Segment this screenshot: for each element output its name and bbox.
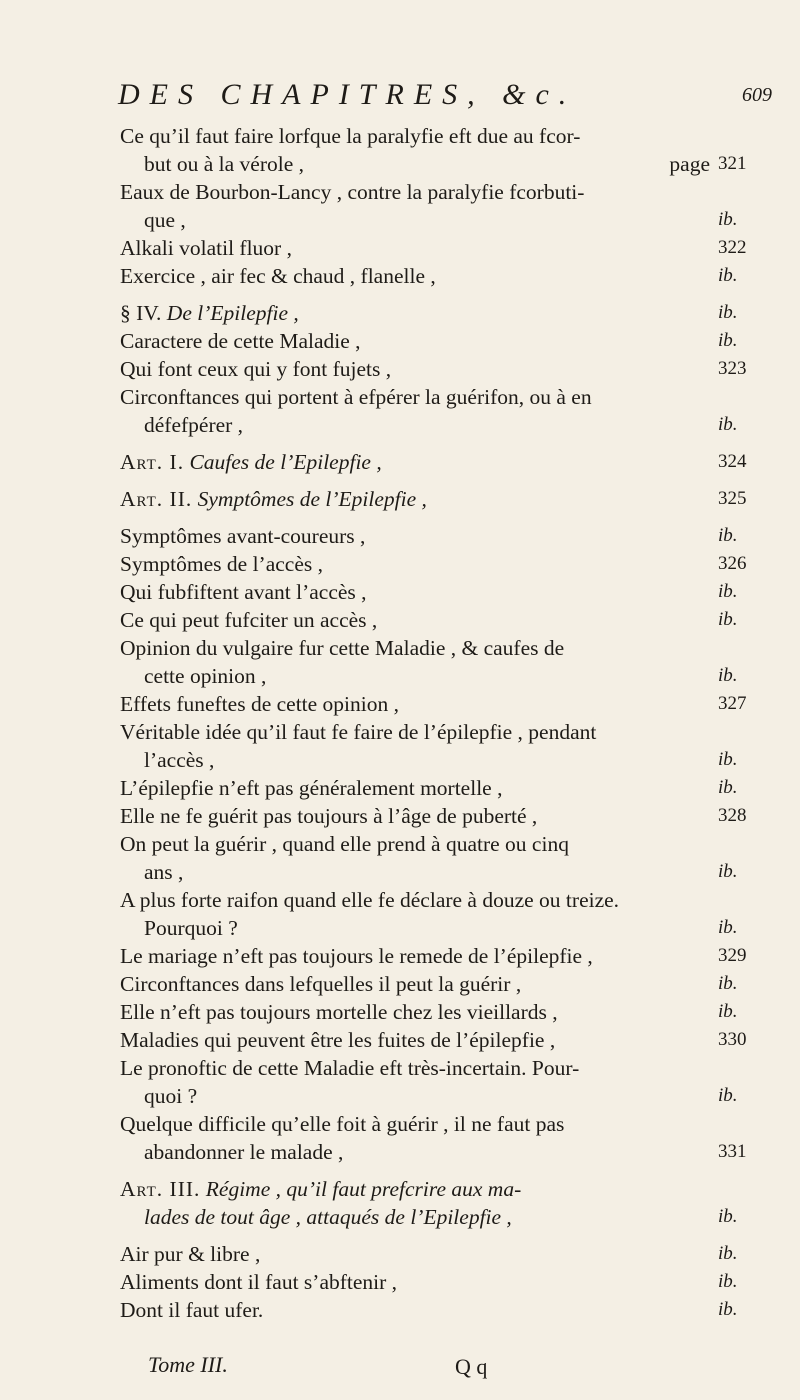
entry-text: [120, 578, 770, 606]
entry-line: Le mariage n’eft pas toujours le remede de l’épilepfie ,: [120, 944, 593, 968]
page-reference: 326: [718, 553, 747, 574]
page-reference: 321: [718, 153, 747, 174]
entry-line: Ce qui peut fufciter un accès ,: [120, 608, 378, 632]
running-header: [0, 78, 800, 118]
toc-entry: [120, 718, 770, 774]
entry-heading-number: § IV.: [120, 301, 162, 325]
entry-line: Elle n’eft pas toujours mortelle chez les vieillards ,: [120, 1000, 558, 1024]
entry-text: [120, 802, 770, 830]
page-reference: ib.: [718, 973, 738, 994]
toc-entry: [120, 550, 770, 578]
page-number: 609: [742, 84, 772, 106]
entry-line: Eaux de Bourbon-Lancy , contre la paralyfie fcorbuti-: [120, 180, 585, 204]
toc-entry: [120, 690, 770, 718]
entry-continuation-text: cette opinion ,: [144, 664, 267, 688]
toc-entry: [120, 774, 770, 802]
page-reference: ib.: [718, 777, 738, 798]
entry-line: Elle ne fe guérit pas toujours à l’âge de puberté ,: [120, 804, 538, 828]
entry-continuation: [120, 914, 770, 942]
page-reference: 328: [718, 805, 747, 826]
entry-line: On peut la guérir , quand elle prend à quatre ou cinq: [120, 832, 569, 856]
entry-continuation-text: lades de tout âge , attaqués de l’Epilepfie ,: [144, 1205, 512, 1229]
page-reference: ib.: [718, 1206, 738, 1227]
entry-continuation-text: l’accès ,: [144, 748, 215, 772]
page-reference: ib.: [718, 525, 738, 546]
page-reference: ib.: [718, 609, 738, 630]
page-reference: 331: [718, 1141, 747, 1162]
entry-text: [120, 774, 770, 802]
running-title: DES CHAPITRES, &c.: [118, 78, 577, 111]
page-reference: ib.: [718, 1299, 738, 1320]
entry-heading-number: Art. I.: [120, 450, 185, 474]
entry-text: [120, 1110, 770, 1138]
entry-text: [120, 383, 770, 411]
page-word: page: [669, 152, 710, 176]
entry-line: Dont il faut ufer.: [120, 1298, 264, 1322]
gathering-signature: Q q: [455, 1354, 488, 1379]
entry-continuation: [120, 746, 770, 774]
entry-text: [120, 327, 770, 355]
entry-heading-title: Symptômes de l’Epilepfie ,: [197, 487, 427, 511]
page-reference: ib.: [718, 330, 738, 351]
entry-continuation: [120, 1138, 770, 1166]
page-reference: ib.: [718, 265, 738, 286]
entry-continuation-text: que ,: [144, 208, 186, 232]
page-reference: ib.: [718, 581, 738, 602]
entry-line: Le pronoftic de cette Maladie eft très-incertain. Pour-: [120, 1056, 580, 1080]
entry-text: [120, 1175, 770, 1203]
entry-line: Alkali volatil fluor ,: [120, 236, 292, 260]
toc-entry: [120, 1110, 770, 1166]
entry-text: [120, 1054, 770, 1082]
entry-line: Maladies qui peuvent être les fuites de l’épilepfie ,: [120, 1028, 556, 1052]
toc-entry: [120, 327, 770, 355]
toc-entry: [120, 522, 770, 550]
entry-line: Qui font ceux qui y font fujets ,: [120, 357, 392, 381]
entry-text: [120, 690, 770, 718]
entry-text: [120, 606, 770, 634]
entry-continuation-text: Pourquoi ?: [144, 916, 238, 940]
page-reference: ib.: [718, 414, 738, 435]
entry-text: [120, 970, 770, 998]
entry-continuation-text: quoi ?: [144, 1084, 198, 1108]
entry-text: [120, 262, 770, 290]
table-of-contents: [120, 122, 770, 1324]
toc-entry: [120, 886, 770, 942]
entry-continuation-text: ans ,: [144, 860, 184, 884]
entry-text: [120, 830, 770, 858]
entry-heading-title: Caufes de l’Epilepfie ,: [189, 450, 382, 474]
page-reference: 329: [718, 945, 747, 966]
entry-text: [120, 522, 770, 550]
entry-text: [120, 942, 770, 970]
entry-continuation: [120, 1082, 770, 1110]
toc-entry: [120, 1175, 770, 1231]
entry-line: L’épilepfie n’eft pas généralement mortelle ,: [120, 776, 503, 800]
entry-text: [120, 234, 770, 262]
entry-text: [120, 634, 770, 662]
toc-entry: [120, 448, 770, 476]
entry-text: [120, 1026, 770, 1054]
entry-line: Aliments dont il faut s’abftenir ,: [120, 1270, 398, 1294]
toc-entry: [120, 606, 770, 634]
toc-entry: [120, 178, 770, 234]
entry-line: Qui fubfiftent avant l’accès ,: [120, 580, 367, 604]
toc-entry: [120, 122, 770, 178]
toc-entry: [120, 1296, 770, 1324]
toc-entry: [120, 299, 770, 327]
toc-entry: [120, 262, 770, 290]
entry-text: [120, 1296, 770, 1324]
entry-line: Caractere de cette Maladie ,: [120, 329, 361, 353]
entry-text: [120, 122, 770, 150]
toc-entry: [120, 1026, 770, 1054]
entry-continuation-text: défefpérer ,: [144, 413, 244, 437]
page-reference: ib.: [718, 917, 738, 938]
toc-entry: [120, 634, 770, 690]
entry-line: Effets funeftes de cette opinion ,: [120, 692, 400, 716]
entry-continuation-text: but ou à la vérole ,: [144, 152, 305, 176]
toc-entry: [120, 234, 770, 262]
page-reference: 322: [718, 237, 747, 258]
entry-text: [120, 299, 770, 327]
page-reference: 327: [718, 693, 747, 714]
page-reference: ib.: [718, 1001, 738, 1022]
page-reference: ib.: [718, 1085, 738, 1106]
toc-entry: [120, 1054, 770, 1110]
page-reference: ib.: [718, 665, 738, 686]
entry-heading-title: Régime , qu’il faut prefcrire aux ma-: [205, 1177, 522, 1201]
entry-text: [120, 1268, 770, 1296]
entry-continuation-text: abandonner le malade ,: [144, 1140, 344, 1164]
page-reference: 323: [718, 358, 747, 379]
toc-entry: [120, 998, 770, 1026]
entry-line: A plus forte raifon quand elle fe déclare à douze ou treize.: [120, 888, 620, 912]
entry-line: Véritable idée qu’il faut fe faire de l’épilepfie , pendant: [120, 720, 597, 744]
entry-text: [120, 448, 770, 476]
entry-text: [120, 550, 770, 578]
toc-entry: [120, 578, 770, 606]
page-footer: [0, 1352, 800, 1392]
toc-entry: [120, 970, 770, 998]
entry-continuation: [120, 206, 770, 234]
toc-entry: [120, 485, 770, 513]
entry-line: Exercice , air fec & chaud , flanelle ,: [120, 264, 436, 288]
toc-entry: [120, 830, 770, 886]
page-reference: 330: [718, 1029, 747, 1050]
page-reference: ib.: [718, 861, 738, 882]
entry-continuation: [120, 411, 770, 439]
page-reference: ib.: [718, 209, 738, 230]
page-reference: ib.: [718, 302, 738, 323]
toc-entry: [120, 802, 770, 830]
toc-entry: [120, 1268, 770, 1296]
volume-label: Tome III.: [148, 1352, 228, 1377]
page-reference: 325: [718, 488, 747, 509]
entry-continuation: [120, 858, 770, 886]
entry-line: Circonftances dans lefquelles il peut la guérir ,: [120, 972, 522, 996]
toc-entry: [120, 355, 770, 383]
entry-text: [120, 355, 770, 383]
entry-text: [120, 998, 770, 1026]
entry-line: Quelque difficile qu’elle foit à guérir , il ne faut pas: [120, 1112, 565, 1136]
toc-entry: [120, 1240, 770, 1268]
page-reference: ib.: [718, 1243, 738, 1264]
entry-line: Symptômes avant-coureurs ,: [120, 524, 366, 548]
page-reference: ib.: [718, 749, 738, 770]
entry-continuation: [120, 662, 770, 690]
entry-heading-title: De l’Epilepfie ,: [166, 301, 299, 325]
entry-line: Opinion du vulgaire fur cette Maladie , & caufes de: [120, 636, 565, 660]
entry-text: [120, 178, 770, 206]
entry-line: Ce qu’il faut faire lorfque la paralyfie eft due au fcor-: [120, 124, 581, 148]
toc-entry: [120, 383, 770, 439]
toc-entry: [120, 942, 770, 970]
entry-text: [120, 485, 770, 513]
entry-line: Air pur & libre ,: [120, 1242, 261, 1266]
entry-text: [120, 718, 770, 746]
page-reference: ib.: [718, 1271, 738, 1292]
page-reference: 324: [718, 451, 747, 472]
entry-text: [120, 1240, 770, 1268]
entry-heading-number: Art. II.: [120, 487, 193, 511]
entry-line: Symptômes de l’accès ,: [120, 552, 324, 576]
entry-line: Circonftances qui portent à efpérer la guérifon, ou à en: [120, 385, 592, 409]
entry-text: [120, 886, 770, 914]
entry-heading-number: Art. III.: [120, 1177, 201, 1201]
entry-continuation: [120, 1203, 770, 1231]
entry-continuation: [120, 150, 770, 178]
